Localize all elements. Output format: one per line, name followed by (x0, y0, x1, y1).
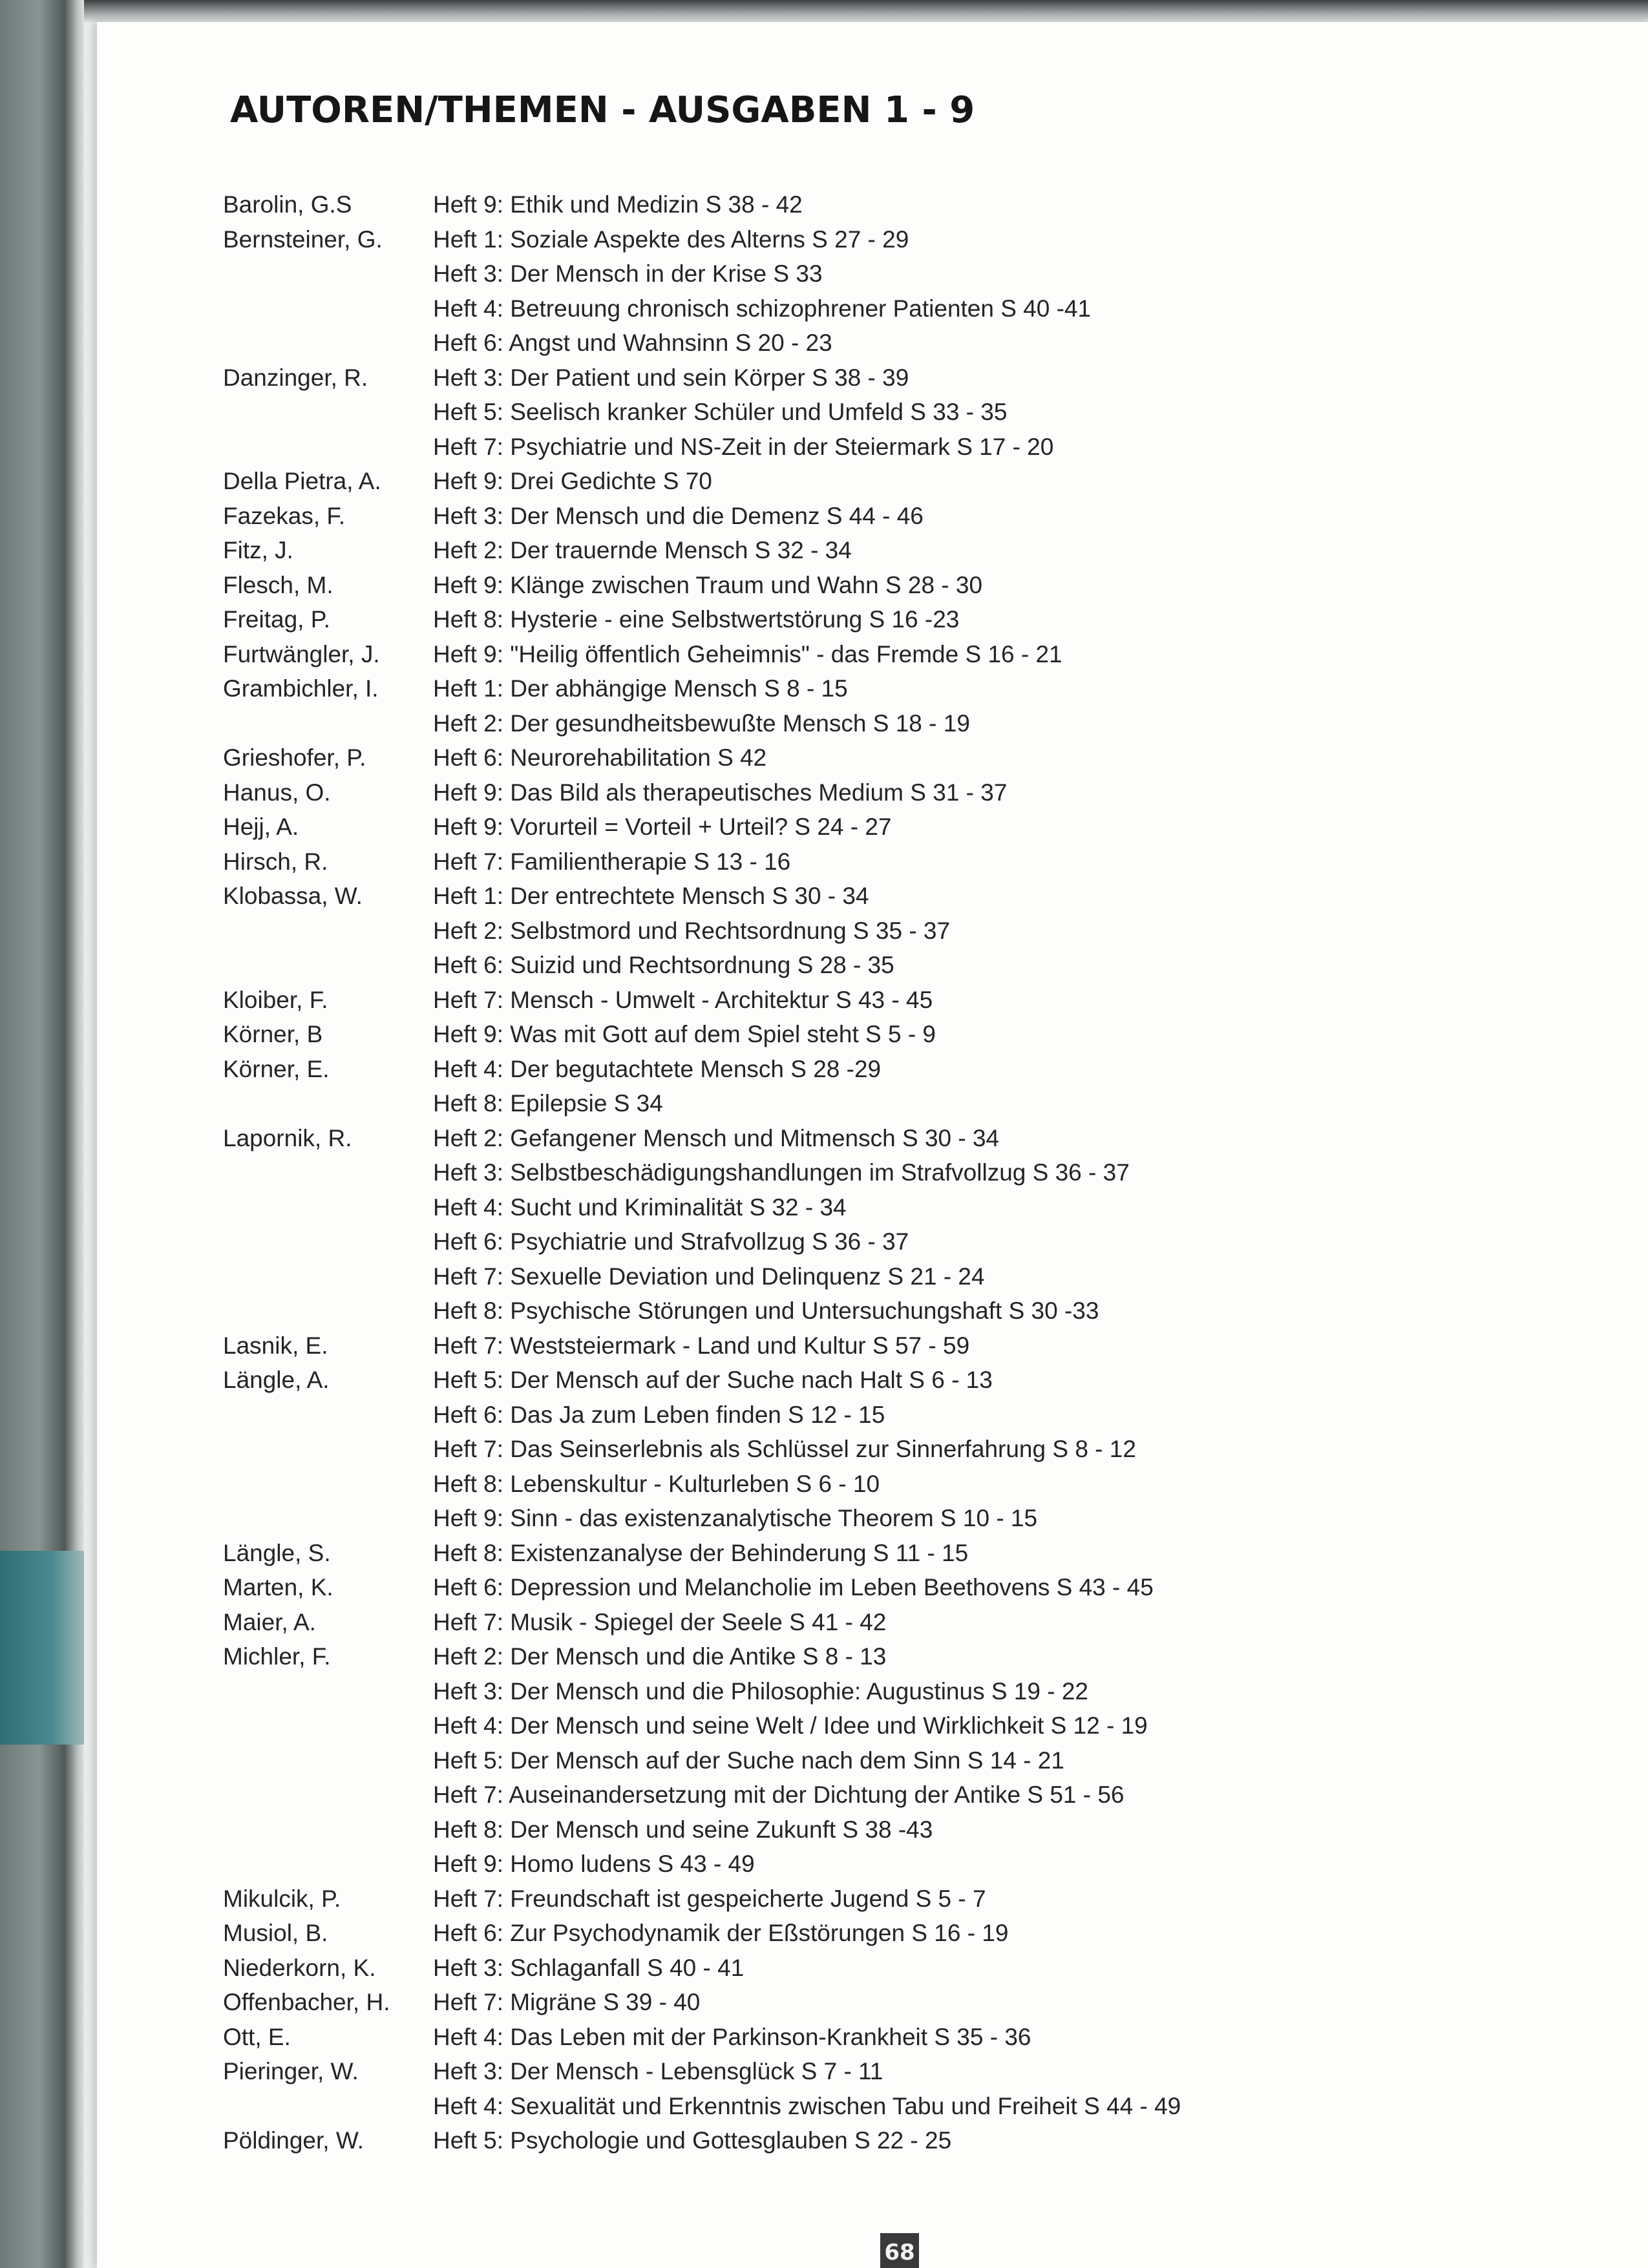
article-reference: Heft 9: Drei Gedichte S 70 (433, 468, 712, 494)
top-shadow-edge (84, 0, 1648, 22)
article-reference: Heft 9: Klänge zwischen Traum und Wahn S 28 - 30 (433, 571, 983, 598)
author-name: Pöldinger, W. (223, 2127, 364, 2154)
article-reference: Heft 6: Suizid und Rechtsordnung S 28 - 35 (433, 952, 894, 978)
article-reference: Heft 3: Der Mensch - Lebensglück S 7 - 11 (433, 2058, 883, 2084)
list-item (223, 1847, 1516, 1882)
list-item (223, 2020, 1516, 2055)
article-reference: Heft 7: Das Seinserlebnis als Schlüssel zur Sinnerfahrung S 8 - 12 (433, 1436, 1136, 1462)
author-name: Längle, S. (223, 1539, 331, 1566)
author-name: Flesch, M. (223, 571, 333, 598)
article-reference: Heft 8: Existenzanalyse der Behinderung S 11 - 15 (433, 1539, 969, 1566)
author-name: Hirsch, R. (223, 848, 328, 875)
list-item (223, 1467, 1516, 1502)
article-reference: Heft 1: Soziale Aspekte des Alterns S 27 - 29 (433, 226, 909, 253)
article-reference: Heft 7: Musik - Spiegel der Seele S 41 - 42 (433, 1608, 887, 1635)
author-name: Klobassa, W. (223, 883, 363, 909)
article-reference: Heft 7: Weststeiermark - Land und Kultur S 57 - 59 (433, 1332, 970, 1359)
author-name: Offenbacher, H. (223, 1989, 390, 2015)
author-name: Körner, B (223, 1021, 323, 1047)
author-name: Körner, E. (223, 1055, 330, 1082)
list-item (223, 1605, 1516, 1640)
article-reference: Heft 2: Gefangener Mensch und Mitmensch S 30 - 34 (433, 1124, 1000, 1151)
article-reference: Heft 7: Sexuelle Deviation und Delinquenz S 21 - 24 (433, 1263, 985, 1290)
article-reference: Heft 3: Der Mensch und die Philosophie: Augustinus S 19 - 22 (433, 1677, 1088, 1705)
article-reference: Heft 3: Selbstbeschädigungshandlungen im Strafvollzug S 36 - 37 (433, 1159, 1130, 1186)
article-reference: Heft 7: Freundschaft ist gespeicherte Jugend S 5 - 7 (433, 1885, 986, 1912)
article-reference: Heft 5: Der Mensch auf der Suche nach Halt S 6 - 13 (433, 1367, 993, 1393)
author-name: Fazekas, F. (223, 502, 346, 529)
article-reference: Heft 7: Psychiatrie und NS-Zeit in der Steiermark S 17 - 20 (433, 433, 1054, 460)
list-item (223, 1363, 1516, 1398)
article-reference: Heft 2: Der Mensch und die Antike S 8 - 13 (433, 1643, 887, 1670)
list-item (223, 499, 1516, 534)
article-reference: Heft 9: Vorurteil = Vorteil + Urteil? S 24 - 27 (433, 814, 892, 840)
list-item (223, 1812, 1516, 1847)
article-reference: Heft 9: "Heilig öffentlich Geheimnis" - das Fremde S 16 - 21 (433, 640, 1062, 667)
article-reference: Heft 8: Epilepsie S 34 (433, 1090, 663, 1117)
list-item (223, 1743, 1516, 1778)
list-item (223, 2089, 1516, 2124)
article-reference: Heft 6: Angst und Wahnsinn S 20 - 23 (433, 330, 832, 356)
list-item (223, 464, 1516, 499)
article-reference: Heft 1: Der entrechtete Mensch S 30 - 34 (433, 883, 869, 909)
list-item (223, 1017, 1516, 1052)
list-item (223, 1536, 1516, 1571)
list-item (223, 2123, 1516, 2158)
list-item (223, 845, 1516, 879)
author-name: Niederkorn, K. (223, 1954, 376, 1981)
list-item (223, 1155, 1516, 1190)
list-item (223, 879, 1516, 914)
author-name: Mikulcik, P. (223, 1885, 341, 1912)
list-item (223, 602, 1516, 637)
article-reference: Heft 8: Hysterie - eine Selbstwertstörung S 16 -23 (433, 606, 960, 633)
list-item (223, 2054, 1516, 2089)
article-reference: Heft 9: Das Bild als therapeutisches Medium S 31 - 37 (433, 779, 1008, 806)
list-item (223, 948, 1516, 983)
author-name: Ott, E. (223, 2023, 291, 2050)
list-item (223, 1778, 1516, 1812)
author-name: Bernsteiner, G. (223, 226, 383, 253)
article-reference: Heft 8: Der Mensch und seine Zukunft S 38 -43 (433, 1816, 933, 1843)
list-item (223, 1674, 1516, 1709)
author-name: Hejj, A. (223, 814, 299, 840)
list-item (223, 914, 1516, 949)
list-item (223, 568, 1516, 603)
author-name: Hanus, O. (223, 779, 331, 806)
author-name: Della Pietra, A. (223, 468, 381, 494)
article-reference: Heft 9: Homo ludens S 43 - 49 (433, 1851, 755, 1877)
list-item (223, 1190, 1516, 1225)
list-item (223, 1121, 1516, 1156)
list-item (223, 291, 1516, 326)
article-reference: Heft 5: Psychologie und Gottesglauben S 22 - 25 (433, 2127, 952, 2154)
article-reference: Heft 3: Der Mensch in der Krise S 33 (433, 260, 823, 287)
page-title: AUTOREN/THEMEN - AUSGABEN 1 - 9 (230, 89, 975, 131)
author-index-list (223, 187, 1516, 2158)
author-name: Lapornik, R. (223, 1124, 352, 1151)
article-reference: Heft 2: Selbstmord und Rechtsordnung S 35 - 37 (433, 917, 951, 944)
author-name: Musiol, B. (223, 1920, 328, 1946)
article-reference: Heft 2: Der gesundheitsbewußte Mensch S 18 - 19 (433, 709, 970, 737)
author-name: Lasnik, E. (223, 1332, 328, 1359)
list-item (223, 1570, 1516, 1605)
article-reference: Heft 3: Der Mensch und die Demenz S 44 - 46 (433, 502, 924, 529)
article-reference: Heft 7: Familientherapie S 13 - 16 (433, 848, 791, 875)
list-item (223, 706, 1516, 741)
list-item (223, 637, 1516, 672)
list-item (223, 810, 1516, 845)
list-item (223, 1916, 1516, 1951)
article-reference: Heft 3: Schlaganfall S 40 - 41 (433, 1954, 745, 1981)
article-reference: Heft 6: Zur Psychodynamik der Eßstörungen S 16 - 19 (433, 1920, 1009, 1946)
article-reference: Heft 4: Das Leben mit der Parkinson-Krankheit S 35 - 36 (433, 2023, 1031, 2050)
list-item (223, 1708, 1516, 1743)
article-reference: Heft 2: Der trauernde Mensch S 32 - 34 (433, 537, 852, 563)
list-item (223, 533, 1516, 568)
author-name: Kloiber, F. (223, 986, 328, 1013)
author-name: Furtwängler, J. (223, 640, 380, 667)
list-item (223, 1501, 1516, 1536)
article-reference: Heft 9: Was mit Gott auf dem Spiel steht S 5 - 9 (433, 1021, 936, 1047)
article-reference: Heft 7: Migräne S 39 - 40 (433, 1989, 701, 2015)
page-number: 68 (880, 2233, 919, 2268)
author-name: Michler, F. (223, 1643, 331, 1670)
list-item (223, 740, 1516, 775)
list-item (223, 430, 1516, 465)
article-reference: Heft 7: Mensch - Umwelt - Architektur S 43 - 45 (433, 986, 933, 1013)
article-reference: Heft 4: Sucht und Kriminalität S 32 - 34 (433, 1193, 847, 1221)
article-reference: Heft 9: Ethik und Medizin S 38 - 42 (433, 191, 803, 218)
article-reference: Heft 8: Psychische Störungen und Untersuchungshaft S 30 -33 (433, 1297, 1099, 1324)
list-item (223, 361, 1516, 395)
list-item (223, 1432, 1516, 1467)
article-reference: Heft 4: Sexualität und Erkenntnis zwischen Tabu und Freiheit S 44 - 49 (433, 2092, 1181, 2119)
author-name: Marten, K. (223, 1574, 333, 1601)
list-item (223, 187, 1516, 222)
article-reference: Heft 4: Betreuung chronisch schizophrener Patienten S 40 -41 (433, 295, 1092, 322)
author-name: Grieshofer, P. (223, 744, 366, 771)
article-reference: Heft 4: Der begutachtete Mensch S 28 -29 (433, 1055, 882, 1082)
article-reference: Heft 6: Depression und Melancholie im Leben Beethovens S 43 - 45 (433, 1574, 1154, 1601)
list-item (223, 1882, 1516, 1916)
list-item (223, 1224, 1516, 1259)
article-reference: Heft 7: Auseinandersetzung mit der Dichtung der Antike S 51 - 56 (433, 1781, 1125, 1808)
article-reference: Heft 6: Neurorehabilitation S 42 (433, 744, 767, 771)
list-item (223, 1086, 1516, 1121)
list-item (223, 395, 1516, 430)
list-item (223, 1052, 1516, 1087)
article-reference: Heft 6: Das Ja zum Leben finden S 12 - 15 (433, 1401, 885, 1428)
author-name: Danzinger, R. (223, 364, 368, 391)
list-item (223, 1639, 1516, 1674)
article-reference: Heft 5: Seelisch kranker Schüler und Umfeld S 33 - 35 (433, 399, 1008, 425)
list-item (223, 1951, 1516, 1986)
book-spine-edge (0, 0, 84, 2268)
author-name: Grambichler, I. (223, 675, 379, 702)
author-name: Fitz, J. (223, 537, 293, 563)
article-reference: Heft 3: Der Patient und sein Körper S 38 - 39 (433, 364, 909, 391)
article-reference: Heft 6: Psychiatrie und Strafvollzug S 36 - 37 (433, 1228, 909, 1255)
list-item (223, 326, 1516, 361)
list-item (223, 775, 1516, 810)
list-item (223, 1259, 1516, 1294)
list-item (223, 1398, 1516, 1433)
list-item (223, 1328, 1516, 1363)
author-name: Maier, A. (223, 1608, 316, 1635)
list-item (223, 983, 1516, 1018)
article-reference: Heft 9: Sinn - das existenzanalytische Theorem S 10 - 15 (433, 1505, 1038, 1531)
list-item (223, 257, 1516, 291)
list-item (223, 1294, 1516, 1328)
list-item (223, 671, 1516, 706)
article-reference: Heft 8: Lebenskultur - Kulturleben S 6 - 10 (433, 1470, 880, 1497)
list-item (223, 1985, 1516, 2020)
author-name: Freitag, P. (223, 606, 330, 633)
cover-edge (0, 1551, 84, 1745)
author-name: Pieringer, W. (223, 2058, 359, 2084)
author-name: Barolin, G.S (223, 191, 352, 218)
author-name: Längle, A. (223, 1367, 330, 1393)
article-reference: Heft 1: Der abhängige Mensch S 8 - 15 (433, 675, 848, 702)
article-reference: Heft 5: Der Mensch auf der Suche nach dem Sinn S 14 - 21 (433, 1747, 1064, 1774)
article-reference: Heft 4: Der Mensch und seine Welt / Idee und Wirklichkeit S 12 - 19 (433, 1712, 1148, 1739)
list-item (223, 222, 1516, 257)
